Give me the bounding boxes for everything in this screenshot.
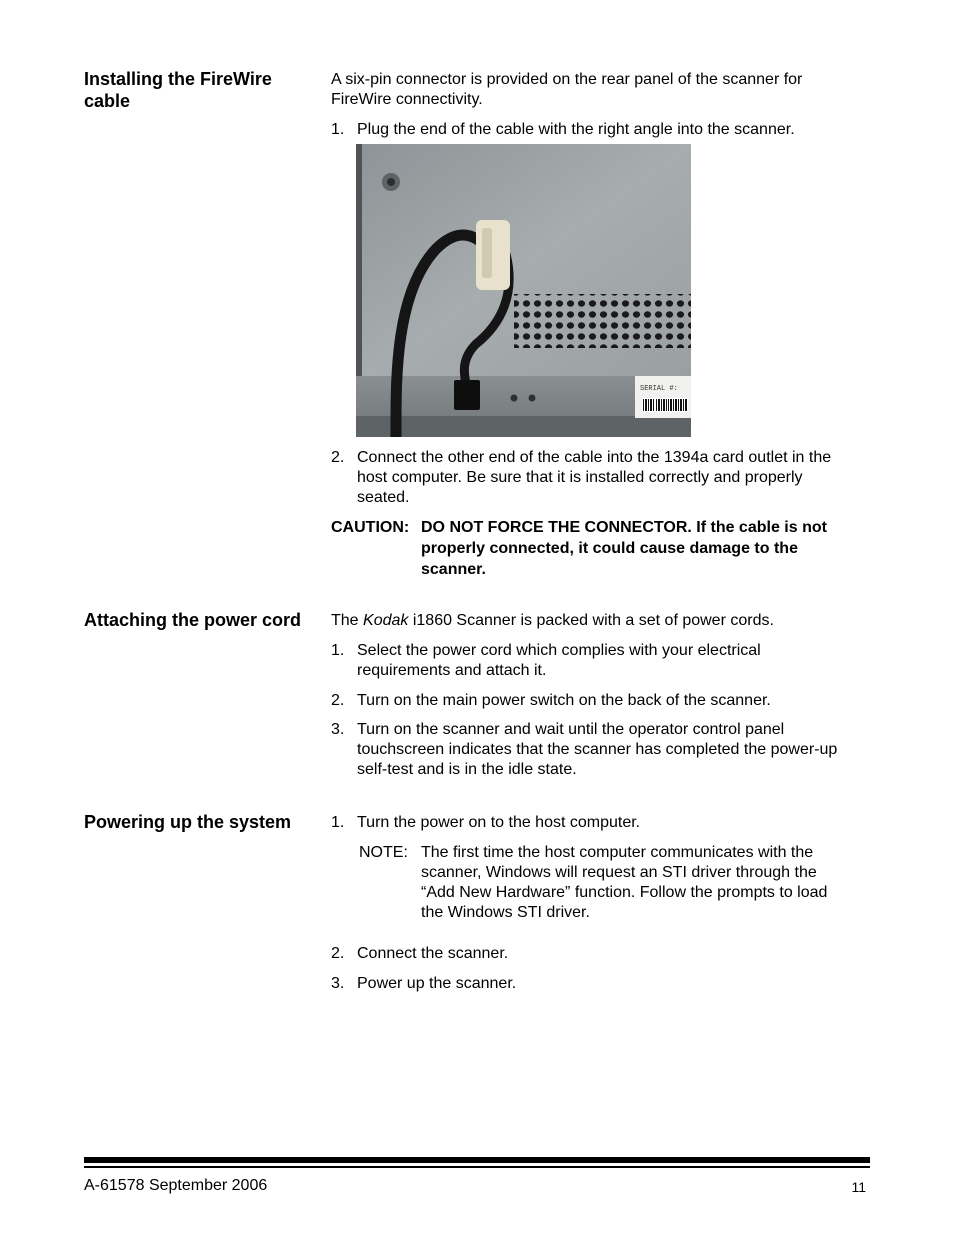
- section-heading-powering-up: Powering up the system: [84, 812, 292, 832]
- powering-up-step-2: 2. Connect the scanner.: [331, 945, 509, 962]
- scanner-rear-panel-photo: [356, 144, 691, 437]
- firewire-step-2: 2. Connect the other end of the cable into the 1394a card outlet in the host computer. Be sure that it is installed correctly and properly seated.: [331, 449, 832, 506]
- note-label: NOTE:: [359, 844, 408, 861]
- power-cord-step-3: 3. Turn on the scanner and wait until the operator control panel touchscreen indicates that the scanner has completed the power-up self-test and is in the idle state.: [331, 721, 838, 778]
- caution-label: CAUTION:: [331, 519, 410, 536]
- section-heading-power-cord: Attaching the power cord: [84, 610, 302, 630]
- section-heading-firewire: Installing the FireWire cable: [84, 69, 272, 111]
- power-cord-intro: The Kodak i1860 Scanner is packed with a set of power cords.: [331, 612, 774, 629]
- brand-name: Kodak: [363, 612, 409, 629]
- powering-up-step-3: 3. Power up the scanner.: [331, 975, 517, 992]
- caution-block: CAUTION: DO NOT FORCE THE CONNECTOR. If the cable is not properly connected, it could cause damage to the scanner.: [331, 519, 827, 578]
- powering-up-step-1: 1. Turn the power on to the host computer.: [331, 814, 641, 831]
- power-cord-step-2: 2. Turn on the main power switch on the back of the scanner.: [331, 692, 771, 709]
- page-number: 11: [851, 1179, 866, 1195]
- firewire-step-1: 1. Plug the end of the cable with the right angle into the scanner.: [331, 121, 795, 138]
- footer-doc-id: A-61578 September 2006: [84, 1177, 268, 1194]
- footer-rule-thin: [84, 1166, 870, 1168]
- footer-rule-thick: [84, 1157, 870, 1163]
- note-block: NOTE: The first time the host computer communicates with the scanner, Windows will request an STI driver through the “Add New Hardware” function. Follow the prompts to load the Windows STI driver.: [359, 844, 828, 921]
- serial-label: SERIAL #:: [640, 385, 678, 393]
- power-cord-step-1: 1. Select the power cord which complies with your electrical requirements and attach it.: [331, 642, 761, 679]
- firewire-intro: A six-pin connector is provided on the rear panel of the scanner for FireWire connectivity.: [331, 71, 803, 108]
